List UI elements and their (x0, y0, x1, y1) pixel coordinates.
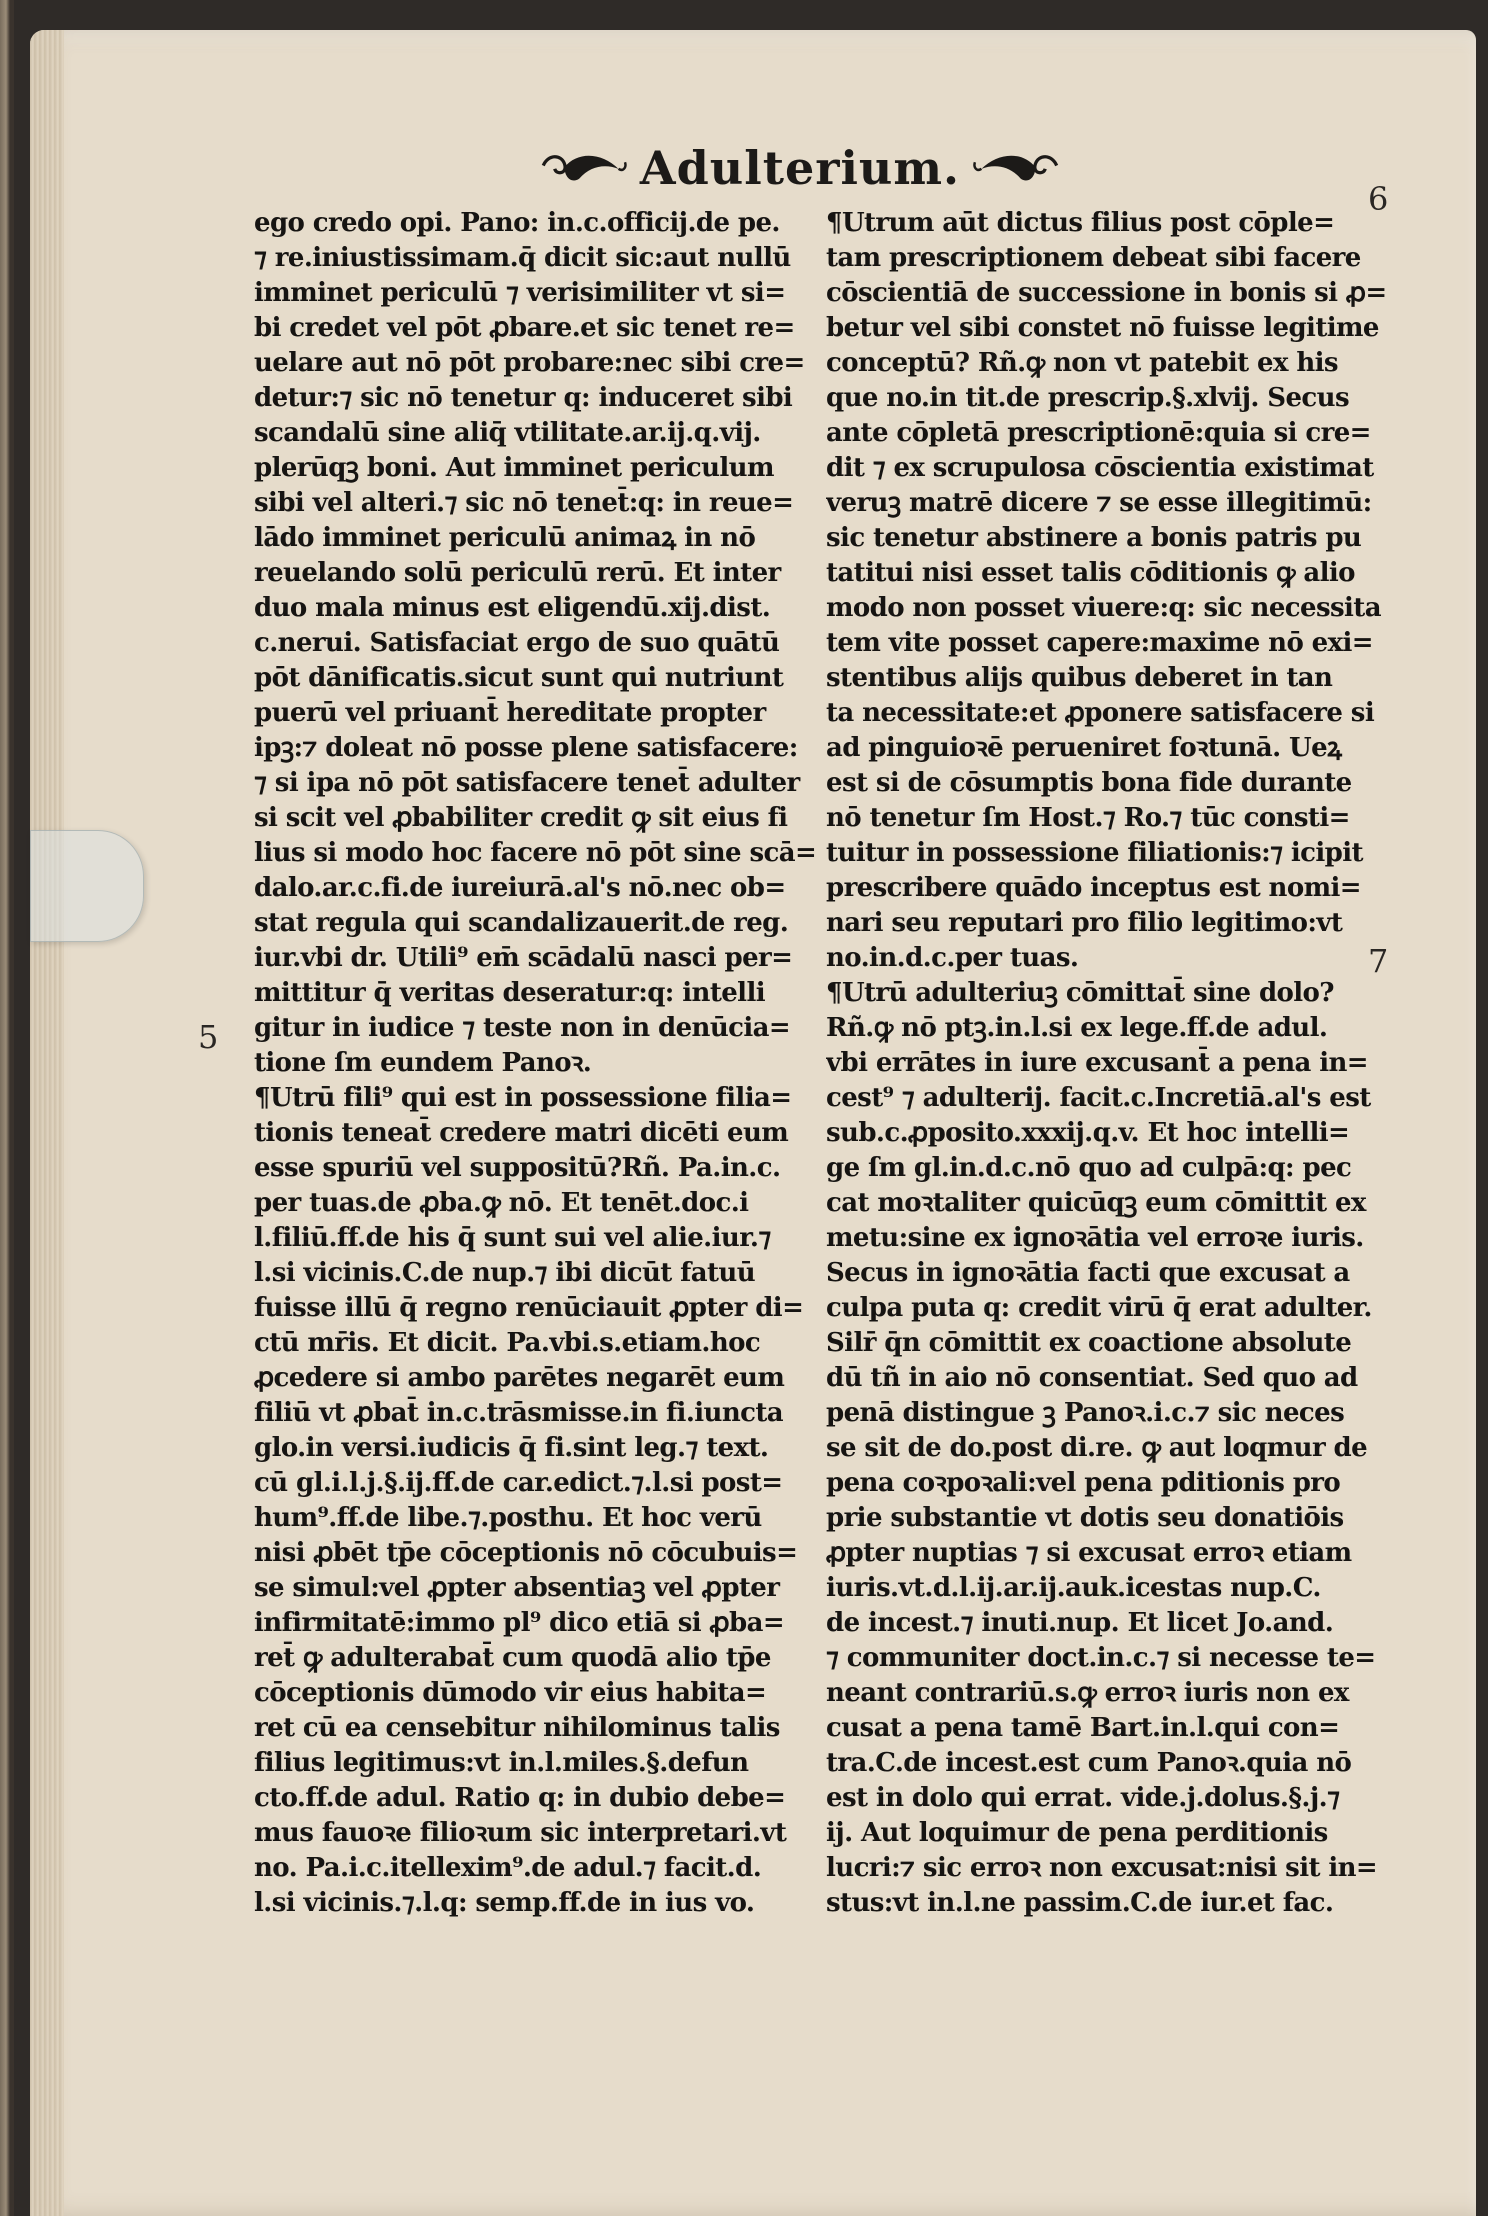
page-title: Adulterium. (639, 141, 961, 195)
text-line: scandalū sine aliq̄ vtilitate.ar.ij.q.vij. (254, 418, 761, 448)
text-line: dit ⁊ ex scrupulosa cōscientia existimat (826, 453, 1374, 483)
text-line: ego credo opi. Pano: in.c.officij.de pe. (254, 208, 780, 238)
text-line: Rñ.ꝙ nō ptꝫ.in.l.si ex lege.ff.de adul. (826, 1013, 1328, 1043)
text-line: sic tenetur abstinere a bonis patris pu (826, 523, 1362, 553)
right-ornament-icon (970, 143, 1060, 193)
text-line: culpa puta q: credit virū q̄ erat adulter. (826, 1293, 1372, 1323)
text-line: ꝓpter nuptias ⁊ si excusat erroꝛ etiam (826, 1538, 1352, 1568)
text-line: est si de cōsumptis bona fide durante (826, 768, 1352, 798)
text-line: hum⁹.ff.de libe.⁊.posthu. Et hoc verū (254, 1503, 762, 1533)
text-line: modo non posset viuere:q: sic necessita (826, 593, 1381, 623)
text-line: duo mala minus est eligendū.xij.dist. (254, 593, 771, 623)
text-line: ¶Utrū adulteriuꝫ cōmittat̄ sine dolo? (826, 978, 1334, 1008)
running-header (540, 138, 1060, 198)
text-line: ret cū ea censebitur nihilominus talis (254, 1713, 780, 1743)
text-line: ⁊ communiter doct.in.c.⁊ si necesse te= (826, 1643, 1376, 1673)
text-line: que no.in tit.de prescrip.§.xlvij. Secus (826, 383, 1349, 413)
text-line: iuris.vt.d.l.ij.ar.ij.auk.icestas nup.C. (826, 1573, 1321, 1603)
text-line: puerū vel priuant̄ hereditate propter (254, 698, 766, 728)
text-line: nō tenetur ſm Host.⁊ Ro.⁊ tūc consti= (826, 803, 1350, 833)
text-line: detur:⁊ sic nō tenetur q: induceret sibi (254, 383, 793, 413)
text-line: lucri:⁊ sic erroꝛ non excusat:nisi sit in= (826, 1853, 1378, 1883)
text-line: ¶Utrū fili⁹ qui est in possessione filia= (254, 1083, 792, 1113)
text-line: no.in.d.c.per tuas. (826, 943, 1079, 973)
book-page (30, 30, 1476, 2216)
text-line: ta necessitate:et ꝓponere satisfacere si (826, 698, 1375, 728)
text-line: tra.C.de incest.est cum Panoꝛ.quia nō (826, 1748, 1352, 1778)
text-line: plerūqꝫ boni. Aut imminet periculum (254, 453, 774, 483)
text-line: tuitur in possessione filiationis:⁊ icipit (826, 838, 1363, 868)
text-line: cusat a pena tamē Bart.in.l.qui con= (826, 1713, 1340, 1743)
text-line: cat moꝛtaliter quicūqꝫ eum cōmittit ex (826, 1188, 1366, 1218)
page-stack-edge (30, 30, 64, 2216)
text-line: mittitur q̄ veritas deseratur:q: intelli (254, 978, 765, 1008)
text-line: se sit de do.post di.re. ꝙ aut loqmur de (826, 1433, 1368, 1463)
text-line: tatitui nisi esset talis cōditionis ꝙ alio (826, 558, 1355, 588)
text-line: per tuas.de ꝓba.ꝙ nō. Et tenēt.doc.i (254, 1188, 749, 1218)
text-line: tam prescriptionem debeat sibi facere (826, 243, 1361, 273)
text-line: prie substantie vt dotis seu donatiōis (826, 1503, 1344, 1533)
left-text-column (254, 206, 854, 1921)
text-line: ⁊ re.iniustissimam.q̄ dicit sic:aut nullū (254, 243, 791, 273)
text-line: reuelando solū periculū rerū. Et inter (254, 558, 781, 588)
text-line: ctū mr̄is. Et dicit. Pa.vbi.s.etiam.hoc (254, 1328, 761, 1358)
text-line: no. Pa.i.c.itellexim⁹.de adul.⁊ facit.d. (254, 1853, 762, 1883)
text-line: l.si vicinis.⁊.l.q: semp.ff.de in ius vo. (254, 1888, 755, 1918)
text-line: glo.in versi.iudicis q̄ fi.sint leg.⁊ text. (254, 1433, 769, 1463)
text-line: dalo.ar.c.fi.de iureiurā.al's nō.nec ob= (254, 873, 786, 903)
text-line: fuisse illū q̄ regno renūciauit ꝓpter di= (254, 1293, 804, 1323)
margin-number-6: 6 (1368, 180, 1389, 218)
text-line: ge ſm gl.in.d.c.nō quo ad culpā:q: pec (826, 1153, 1352, 1183)
text-line: gitur in iudice ⁊ teste non in denūcia= (254, 1013, 791, 1043)
text-line: iur.vbi dr. Utili⁹ em̄ scādalū nasci per= (254, 943, 793, 973)
text-line: tem vite posset capere:maxime nō exi= (826, 628, 1373, 658)
text-line: vbi errātes in iure excusant̄ a pena in= (826, 1048, 1368, 1078)
text-line: c.nerui. Satisfaciat ergo de suo quātū (254, 628, 780, 658)
text-line: tionis teneat̄ credere matri dicēti eum (254, 1118, 789, 1148)
text-line: betur vel sibi constet nō fuisse legitime (826, 313, 1379, 343)
text-line: ad pinguioꝛē perueniret foꝛtunā. Ueꝝ (826, 733, 1342, 763)
margin-number-5: 5 (198, 1018, 219, 1056)
text-line: prescribere quādo inceptus est nomi= (826, 873, 1361, 903)
text-line: ante cōpletā prescriptionē:quia si cre= (826, 418, 1371, 448)
text-line: Secus in ignoꝛātia facti que excusat a (826, 1258, 1350, 1288)
text-line: si scit vel ꝓbabiliter credit ꝙ sit eius fi (254, 803, 788, 833)
text-line: filiū vt ꝓbat̄ in.c.trāsmisse.in fi.iuncta (254, 1398, 784, 1428)
text-line: filius legitimus:vt in.l.miles.§.defun (254, 1748, 749, 1778)
text-line: sub.c.ꝓposito.xxxij.q.v. Et hoc intelli= (826, 1118, 1350, 1148)
margin-number-7: 7 (1368, 942, 1389, 980)
text-line: lius si modo hoc facere nō pōt sine scā= (254, 838, 817, 868)
text-line: ipꝫ:⁊ doleat nō posse plene satisfacere: (254, 733, 798, 763)
text-line: infirmitatē:immo pl⁹ dico etiā si ꝓba= (254, 1608, 785, 1638)
text-line: cōceptionis dūmodo vir eius habita= (254, 1678, 767, 1708)
text-line: l.si vicinis.C.de nup.⁊ ibi dicūt fatuū (254, 1258, 756, 1288)
text-line: est in dolo qui errat. vide.j.dolus.§.j.⁊ (826, 1783, 1340, 1813)
text-line: conceptū? Rñ.ꝙ non vt patebit ex his (826, 348, 1338, 378)
text-line: ꝓcedere si ambo parētes negarēt eum (254, 1363, 785, 1393)
text-line: imminet periculū ⁊ verisimiliter vt si= (254, 278, 786, 308)
text-line: de incest.⁊ inuti.nup. Et licet Jo.and. (826, 1608, 1334, 1638)
text-line: stentibus alijs quibus deberet in tan (826, 663, 1333, 693)
text-line: sibi vel alteri.⁊ sic nō tenet̄:q: in reue= (254, 488, 794, 518)
text-line: ij. Aut loquimur de pena perditionis (826, 1818, 1328, 1848)
text-line: l.filiū.ff.de his q̄ sunt sui vel alie.iur.⁊ (254, 1223, 771, 1253)
left-ornament-icon (540, 143, 630, 193)
text-line: cū gl.i.l.j.§.ij.ff.de car.edict.⁊.l.si post= (254, 1468, 783, 1498)
right-text-column (826, 206, 1394, 1921)
text-line: veruꝫ matrē dicere ⁊ se esse illegitimū: (826, 488, 1372, 518)
text-line: nari seu reputari pro filio legitimo:vt (826, 908, 1343, 938)
text-line: bi credet vel pōt ꝓbare.et sic tenet re= (254, 313, 795, 343)
text-line: ret̄ ꝙ adulterabat̄ cum quodā alio tp̄e (254, 1643, 771, 1673)
text-line: cto.ff.de adul. Ratio q: in dubio debe= (254, 1783, 786, 1813)
text-line: esse spuriū vel suppositū?Rñ. Pa.in.c. (254, 1153, 781, 1183)
text-line: uelare aut nō pōt probare:nec sibi cre= (254, 348, 805, 378)
text-line: cōscientiā de successione in bonis si ꝓ= (826, 278, 1387, 308)
plastic-page-clip (30, 830, 144, 942)
text-line: stat regula qui scandalizauerit.de reg. (254, 908, 789, 938)
text-line: pena coꝛpoꝛali:vel pena pditionis pro (826, 1468, 1341, 1498)
text-line: mus fauoꝛe filioꝛum sic interpretari.vt (254, 1818, 787, 1848)
text-line: neant contrariū.s.ꝙ erroꝛ iuris non ex (826, 1678, 1349, 1708)
text-line: ⁊ si ipa nō pōt satisfacere tenet̄ adulter (254, 768, 800, 798)
text-line: ¶Utrum aūt dictus filius post cōple= (826, 208, 1335, 238)
text-line: penā distingue ꝫ Panoꝛ.i.c.⁊ sic neces (826, 1398, 1345, 1428)
text-line: se simul:vel ꝓpter absentiaꝫ vel ꝓpter (254, 1573, 780, 1603)
text-line: pōt dānificatis.sicut sunt qui nutriunt (254, 663, 784, 693)
text-line: dū tñ in aio nō consentiat. Sed quo ad (826, 1363, 1358, 1393)
text-line: tione ſm eundem Panoꝛ. (254, 1048, 592, 1078)
text-line: cest⁹ ⁊ adulterij. facit.c.Incretiā.al's est (826, 1083, 1371, 1113)
text-line: stus:vt in.l.ne passim.C.de iur.et fac. (826, 1888, 1334, 1918)
text-line: metu:sine ex ignoꝛātia vel erroꝛe iuris. (826, 1223, 1364, 1253)
text-line: Silr̄ q̄n cōmittit ex coactione absolute (826, 1328, 1352, 1358)
text-line: lādo imminet periculū animaꝝ in nō (254, 523, 756, 553)
text-line: nisi ꝓbēt tp̄e cōceptionis nō cōcubuis= (254, 1538, 798, 1568)
